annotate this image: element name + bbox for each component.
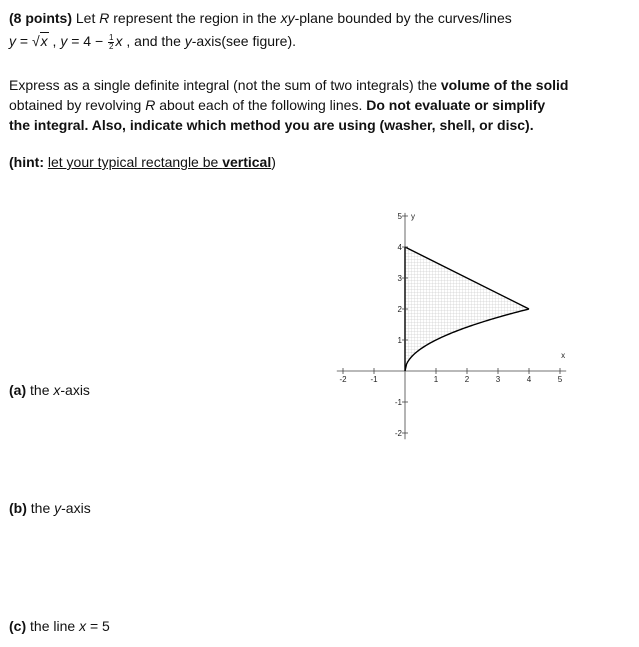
part-text: the line bbox=[26, 618, 80, 634]
tail-text: -axis(see figure). bbox=[191, 33, 297, 49]
problem-header bbox=[9, 8, 624, 28]
express-text: Express as a single definite integral (not the sum of two integrals) the bbox=[9, 77, 441, 93]
frac-num: 1 bbox=[109, 32, 114, 42]
region-figure bbox=[330, 196, 580, 446]
shaded-region bbox=[405, 247, 529, 371]
tail-text: , and the bbox=[122, 33, 185, 49]
curves-line bbox=[9, 31, 624, 51]
y-tick-label: -2 bbox=[394, 429, 402, 438]
var-r: R bbox=[145, 97, 156, 113]
express-text: obtained by revolving bbox=[9, 97, 146, 113]
y-tick-label: 3 bbox=[397, 274, 402, 283]
intro-text: -plane bounded by the curves/lines bbox=[294, 10, 512, 26]
region-fill bbox=[405, 247, 529, 371]
plane-xy: xy bbox=[280, 10, 295, 26]
points-label: (8 points) bbox=[9, 10, 72, 26]
part-text: -axis bbox=[61, 500, 91, 516]
y-tick-label: -1 bbox=[394, 398, 402, 407]
sqrt-expression: √x bbox=[31, 33, 48, 49]
part-text: the bbox=[26, 382, 54, 398]
part-text: -axis bbox=[60, 382, 90, 398]
express-line-1 bbox=[9, 75, 624, 95]
part-var: x bbox=[53, 382, 61, 398]
hint-open: (hint: bbox=[9, 154, 48, 170]
axis-y: y bbox=[184, 33, 192, 49]
part-var: x bbox=[79, 618, 87, 634]
x-tick-label: -1 bbox=[370, 375, 378, 384]
curve2-eq: = 4 − bbox=[67, 33, 108, 49]
sqrt-radicand: x bbox=[40, 33, 48, 49]
fraction bbox=[108, 34, 114, 51]
x-tick-label: 4 bbox=[526, 375, 532, 384]
curve2-lhs: y bbox=[60, 33, 68, 49]
x-tick-label: 5 bbox=[557, 375, 563, 384]
hint-line bbox=[9, 152, 624, 172]
curve1-lhs: y bbox=[9, 33, 16, 49]
x-axis-label: x bbox=[561, 351, 566, 360]
intro-text: Let bbox=[72, 10, 100, 26]
part-label: (b) bbox=[9, 500, 27, 516]
express-bold: volume of the solid bbox=[440, 77, 569, 93]
part-label: (a) bbox=[9, 382, 27, 398]
express-line-3: the integral. Also, indicate which method you are using (washer, shell, or disc). bbox=[9, 117, 534, 133]
hint-link[interactable]: let your typical rectangle be bbox=[47, 154, 223, 170]
curve2-var: x bbox=[115, 33, 123, 49]
part-var: y bbox=[54, 500, 62, 516]
part-c bbox=[9, 616, 624, 636]
part-b bbox=[9, 498, 624, 518]
express-line-2 bbox=[9, 95, 624, 115]
part-text: the bbox=[26, 500, 55, 516]
curve1-eq: = bbox=[16, 33, 32, 49]
x-tick-label: 1 bbox=[433, 375, 439, 384]
separator: , bbox=[48, 33, 61, 49]
y-tick-label: 5 bbox=[397, 212, 402, 221]
part-text: = 5 bbox=[86, 618, 110, 634]
express-bold: Do not evaluate or simplify bbox=[366, 97, 546, 113]
x-tick-label: 3 bbox=[495, 375, 501, 384]
y-tick-label: 4 bbox=[397, 243, 402, 252]
frac-den: 2 bbox=[109, 41, 114, 51]
y-tick-label: 1 bbox=[397, 336, 402, 345]
part-label: (c) bbox=[9, 618, 27, 634]
intro-text: represent the region in the bbox=[109, 10, 281, 26]
hint-bold: vertical bbox=[222, 154, 272, 170]
express-text: about each of the following lines. bbox=[155, 97, 367, 113]
x-tick-label: -2 bbox=[339, 375, 347, 384]
hint-close: ) bbox=[271, 154, 276, 170]
var-r: R bbox=[99, 10, 110, 26]
x-tick-label: 2 bbox=[464, 375, 470, 384]
y-axis-label: y bbox=[411, 212, 415, 221]
y-tick-label: 2 bbox=[397, 305, 402, 314]
